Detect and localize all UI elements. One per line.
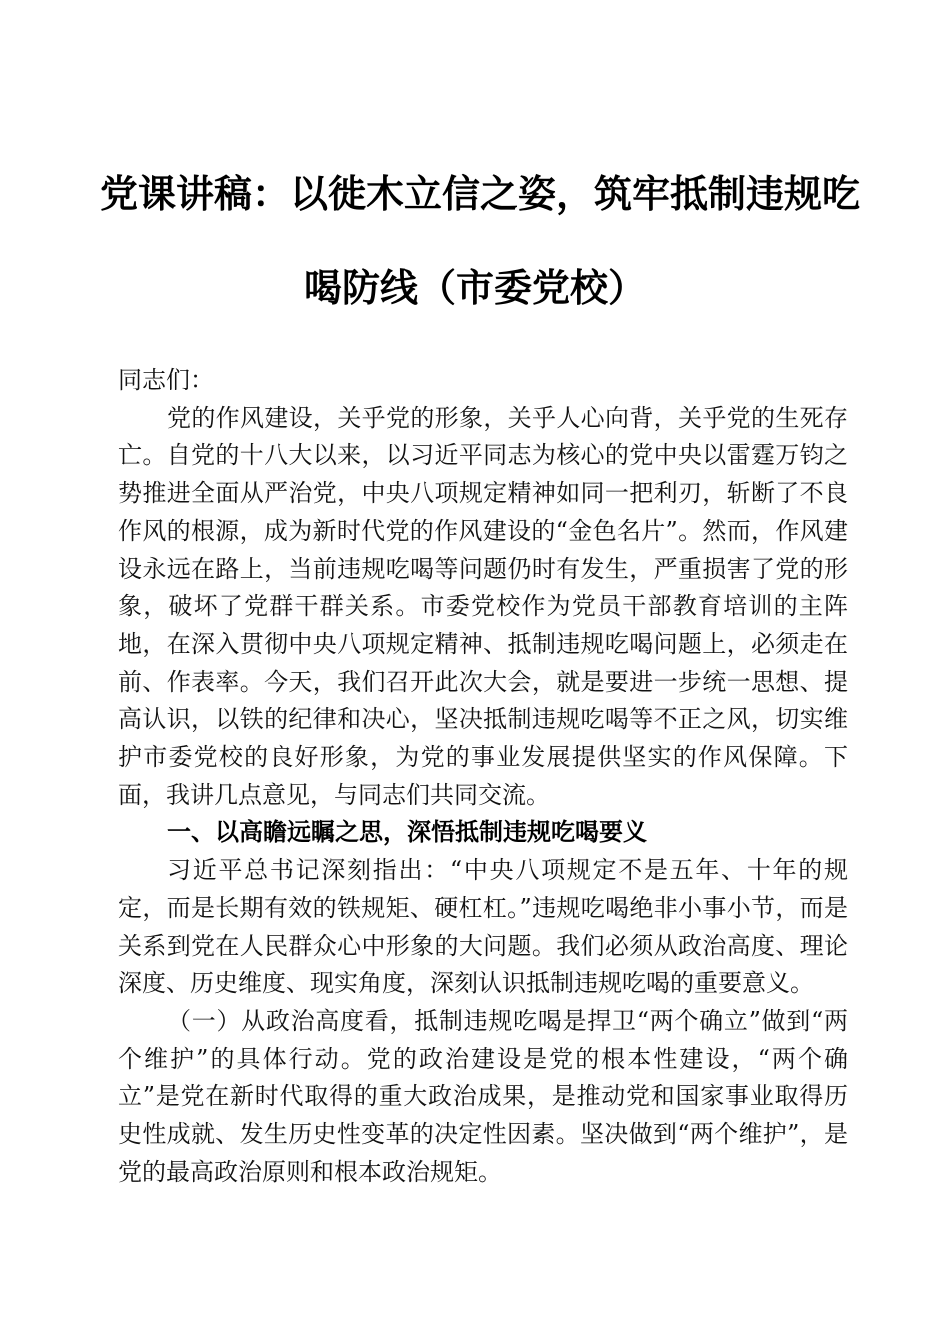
section-1-paragraph: 习近平总书记深刻指出：“中央八项规定不是五年、十年的规定，而是长期有效的铁规矩、硬杠杠。”违规吃喝绝非小事小节，而是关系到党在人民群众心中形象的大问题。我们必须从政治高度、理论深度、历史维度、现实角度，深刻认识抵制违规吃喝的重要意义。 — [118, 856, 848, 998]
document-title-line-1: 党课讲稿：以徙木立信之姿，筑牢抵制违规吃 — [100, 171, 861, 216]
salutation: 同志们： — [118, 366, 214, 394]
document-title-line-2: 喝防线（市委党校） — [303, 265, 646, 310]
section-heading-1: 一、以高瞻远瞩之思，深悟抵制违规吃喝要义 — [167, 818, 647, 847]
intro-paragraph: 党的作风建设，关乎党的形象，关乎人心向背，关乎党的生死存亡。自党的十八大以来，以习近平同志为核心的党中央以雷霆万钧之势推进全面从严治党，中央八项规定精神如同一把利刃，斩断了不良作风的根源，成为新时代党的作风建设的“金色名片”。然而，作风建设永远在路上，当前违规吃喝等问题仍时有发生，严重损害了党的形象，破坏了党群干群关系。市委党校作为党员干部教育培训的主阵地，在深入贯彻中央八项规定精神、抵制违规吃喝问题上，必须走在前、作表率。今天，我们召开此次大会，就是要进一步统一思想、提高认识，以铁的纪律和决心，坚决抵制违规吃喝等不正之风，切实维护市委党校的良好形象，为党的事业发展提供坚实的作风保障。下面，我讲几点意见，与同志们共同交流。 — [118, 403, 848, 809]
subsection-1-paragraph: （一）从政治高度看，抵制违规吃喝是捍卫“两个确立”做到“两个维护”的具体行动。党的政治建设是党的根本性建设，“两个确立”是党在新时代取得的重大政治成果，是推动党和国家事业取得历史性成就、发生历史性变革的决定性因素。坚决做到“两个维护”，是党的最高政治原则和根本政治规矩。 — [118, 1006, 848, 1186]
document-body — [118, 362, 848, 1191]
